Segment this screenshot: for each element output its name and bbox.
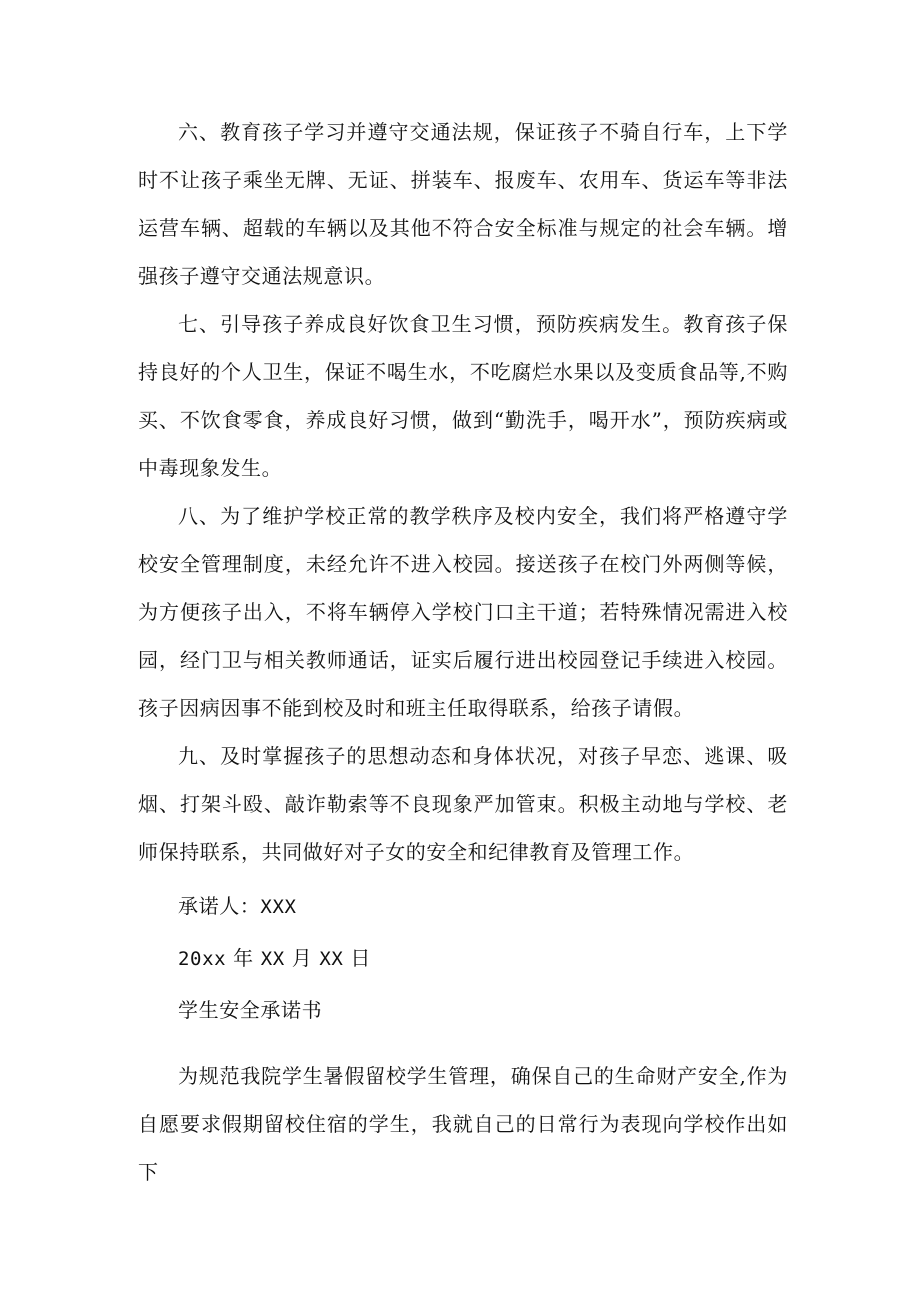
section-title: 学生安全承诺书 xyxy=(178,998,323,1022)
signature-label: 承诺人： xyxy=(178,894,261,918)
date-month-unit: 月 xyxy=(291,946,313,970)
date-day: XX xyxy=(319,948,344,970)
date-year-unit: 年 xyxy=(233,946,254,970)
paragraph-seven: 七、引导孩子养成良好饮食卫生习惯，预防疾病发生。教育孩子保持良好的个人卫生，保证不喝生水，不吃腐烂水果以及变质食品等,不购买、不饮食零食，养成良好习惯，做到“勤洗手，喝开水”，预防疾病或中毒现象发生。 xyxy=(138,312,788,480)
date-month: XX xyxy=(260,948,285,970)
date-year: 20xx xyxy=(178,948,227,970)
date-day-unit: 日 xyxy=(350,946,371,970)
paragraph-eight: 八、为了维护学校正常的教学秩序及校内安全，我们将严格遵守学校安全管理制度，未经允许不进入校园。接送孩子在校门外两侧等候，为方便孩子出入，不将车辆停入学校门口主干道；若特殊情况需进入校园，经门卫与相关教师通话，证实后履行进出校园登记手续进入校园。孩子因病因事不能到校及时和班主任取得联系，给孩子请假。 xyxy=(138,504,788,720)
intro-paragraph: 为规范我院学生暑假留校学生管理，确保自己的生命财产安全,作为自愿要求假期留校住宿的学生，我就自己的日常行为表现向学校作出如下 xyxy=(138,1064,788,1184)
date-line xyxy=(178,934,371,983)
paragraph-six: 六、教育孩子学习并遵守交通法规，保证孩子不骑自行车，上下学时不让孩子乘坐无牌、无证、拼装车、报废车、农用车、货运车等非法运营车辆、超载的车辆以及其他不符合安全标准与规定的社会车辆。增强孩子遵守交通法规意识。 xyxy=(138,120,788,288)
paragraph-nine: 九、及时掌握孩子的思想动态和身体状况，对孩子早恋、逃课、吸烟、打架斗殴、敲诈勒索等不良现象严加管束。积极主动地与学校、老师保持联系，共同做好对子女的安全和纪律教育及管理工作。 xyxy=(138,744,788,864)
signature-name: XXX xyxy=(260,896,297,918)
signature-line xyxy=(178,882,297,931)
